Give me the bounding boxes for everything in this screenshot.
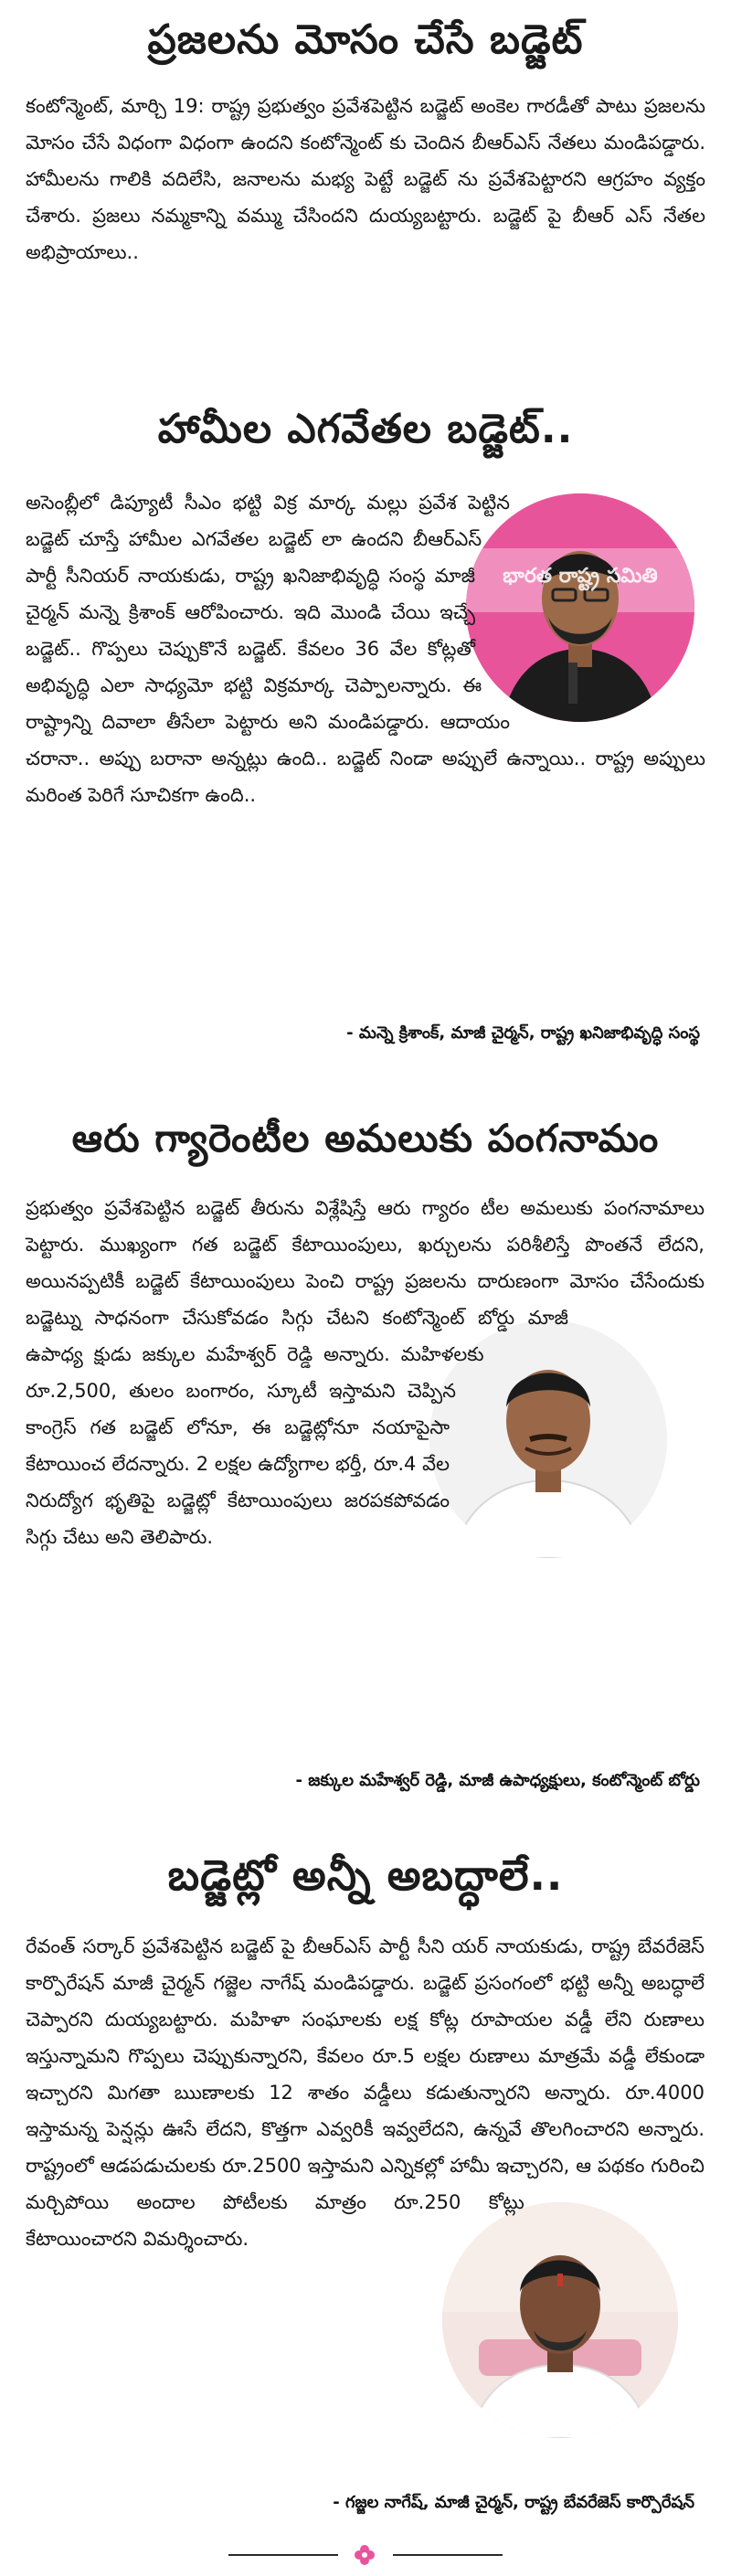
article-1 [0, 0, 731, 393]
flower-ornament-icon [355, 2545, 375, 2565]
article-4-text: రేవంత్ సర్కార్ ప్రవేశపెట్టిన బడ్జెట్ పై బీఆర్ఎస్ పార్టీ సీని యర్ నాయకుడు, రాష్ట్ర బేవరేజెస్ కార్పొరేషన్ మాజీ చైర్మన్ గజ్జెల నాగేష్ మండిపడ్డారు. బడ్జెట్ ప్రసంగంలో భట్టి అన్నీ అబద్ధాలే చెప్పారని దుయ్యబట్టారు. మహిళా సంఘాలకు లక్ష కోట్ల రూపాయల వడ్డీ లేని రుణాలు ఇస్తున్నామని గొప్పలు చెప్పుకున్నారని, కేవలం రూ.5 లక్షల రుణాలు మాత్రమే వడ్డీ లేకుండా ఇచ్చారని మిగతా ఋణాలకు 12 శాతం వడ్డీలు కడుతున్నారని అన్నారు. రూ.4000 ఇస్తామన్న పెన్షన్లు ఊసే లేదని, కొత్తగా ఎవ్వరికీ ఇవ్వలేదని, ఉన్నవే తొలగించారని అన్నారు. రాష్ట్రంలో ఆడపడుచులకు రూ.2500 ఇస్తామని ఎన్నికల్లో హామీ ఇచ్చారని, ఆ పథకం గురించి మర్చిపోయి అందాల పోటీలకు మాత్రం రూ.250 కోట్లు కేటాయించారని విమర్శించారు. [26, 1935, 705, 2250]
article-2-text: అసెంబ్లీలో డిప్యూటీ సీఎం భట్టి విక్ర మార్క మల్లు ప్రవేశ పెట్టిన బడ్జెట్ చూస్తే హామీల ఎగవేతల బడ్జెట్ లా ఉందని బీఆర్ఎస్ పార్టీ సీనియర్ నాయకుడు, రాష్ట్ర ఖనిజాభివృద్ధి సంస్థ మాజీ చైర్మన్ మన్నె క్రిశాంక్ ఆరోపించారు. ఇది మొండి చేయి ఇచ్చే బడ్జెట్.. గొప్పలు చెప్పుకొనే బడ్జెట్. కేవలం 36 వేల కోట్లతో అభివృద్ధి ఎలా సాధ్యమో భట్టి విక్రమార్క చెప్పాలన్నారు. ఈ రాష్ట్రాన్ని దివాలా తీసేలా పెట్టారు అని మండిపడ్డారు. ఆదాయం చరానా.. అప్పు బరానా అన్నట్లు ఉంది.. బడ్జెట్ నిండా అప్పులే ఉన్నాయి.. రాష్ట్ర అప్పులు మరింత పెరిగే సూచికగా ఉంది.. [26, 492, 705, 806]
article-2-body [26, 484, 705, 996]
photo-wrap [459, 2202, 705, 2467]
footer-divider-right [393, 2554, 503, 2556]
footer-divider-left [228, 2554, 338, 2556]
article-3-headline: ఆరు గ్యారెంటీల అమలుకు పంగనామం [71, 1116, 660, 1161]
banner-text: భారత రాష్ట్ర సమితి [503, 565, 658, 588]
article-3-byline: - జక్కుల మహేశ్వర్ రెడ్డి, మాజీ ఉపాధ్యక్షులు, కంటోన్మెంట్ బోర్డు [295, 1771, 700, 1790]
article-4-headline: బడ్జెట్లో అన్నీ అబద్ధాలే.. [167, 1850, 564, 1900]
article-4 [0, 1818, 731, 2576]
article-2 [0, 393, 731, 1106]
photo-wrap [450, 1327, 705, 1619]
article-4-byline: - గజ్జల నాగేష్, మాజీ చైర్మన్, రాష్ట్ర బేవరేజెస్ కార్పొరేషన్ [333, 2493, 694, 2512]
article-1-body: కంటోన్మెంట్, మార్చి 19: రాష్ట్ర ప్రభుత్వం ప్రవేశపెట్టిన బడ్జెట్ అంకెల గారడీతో పాటు ప్రజలను మోసం చేసే విధంగా విధంగా ఉందని కంటోన్మెంట్ కు చెందిన బీఆర్ఎస్ నేతలు మండిపడ్డారు. హామీలను గాలికి వదిలేసి, జనాలను మభ్య పెట్టే బడ్జెట్ ను ప్రవేశపెట్టారని ఆగ్రహం వ్యక్తం చేశారు. ప్రజలు నమ్మకాన్ని వమ్ము చేసిందని దుయ్యబట్టారు. బడ్జెట్ పై బీఆర్ ఎస్ నేతల అభిప్రాయాలు.. [26, 95, 705, 263]
photo-wrap-space [475, 484, 705, 740]
article-1-headline: ప్రజలను మోసం చేసే బడ్జెట్ [147, 16, 584, 63]
article-4-body [26, 1928, 705, 2476]
article-2-headline: హామీల ఎగవేతల బడ్జెట్.. [157, 406, 574, 452]
article-3-text-layer [26, 1190, 705, 1738]
article-2-byline: - మన్నె క్రిశాంక్, మాజీ చైర్మన్, రాష్ట్ర ఖనిజాభివృద్ధి సంస్థ [346, 1023, 700, 1043]
article-3-text: ప్రభుత్వం ప్రవేశపెట్టిన బడ్జెట్ తీరును విశ్లేషిస్తే ఆరు గ్యారం టీల అమలుకు పంగనామాలు పెట్టారు. ముఖ్యంగా గత బడ్జెట్ కేటాయింపులు, ఖర్చులను పరిశీలిస్తే పొంతనే లేదని, అయినప్పటికీ బడ్జెట్ కేటాయింపులు పెంచి రాష్ట్ర ప్రజలను దారుణంగా మోసం చేసేందుకు బడ్జెట్ను సాధనంగా చేసుకోవడం సిగ్గు చేటని కంటోన్మెంట్ బోర్డు మాజీ ఉపాధ్య క్షుడు జక్కుల మహేశ్వర్ రెడ్డి అన్నారు. మహిళలకు రూ.2,500, తులం బంగారం, స్కూటీ ఇస్తామని చెప్పిన కాంగ్రెస్ గత బడ్జెట్ లోనూ, ఈ బడ్జెట్లోనూ నయాపైసా కేటాయించ లేదన్నారు. 2 లక్షల ఉద్యోగాల భర్తీ, రూ.4 వేల నిరుద్యోగ భృతిపై బడ్జెట్లో కేటాయింపులు జరపకపోవడం సిగ్గు చేటు అని తెలిపారు. [26, 1197, 705, 1548]
article-3 [0, 1106, 731, 1818]
